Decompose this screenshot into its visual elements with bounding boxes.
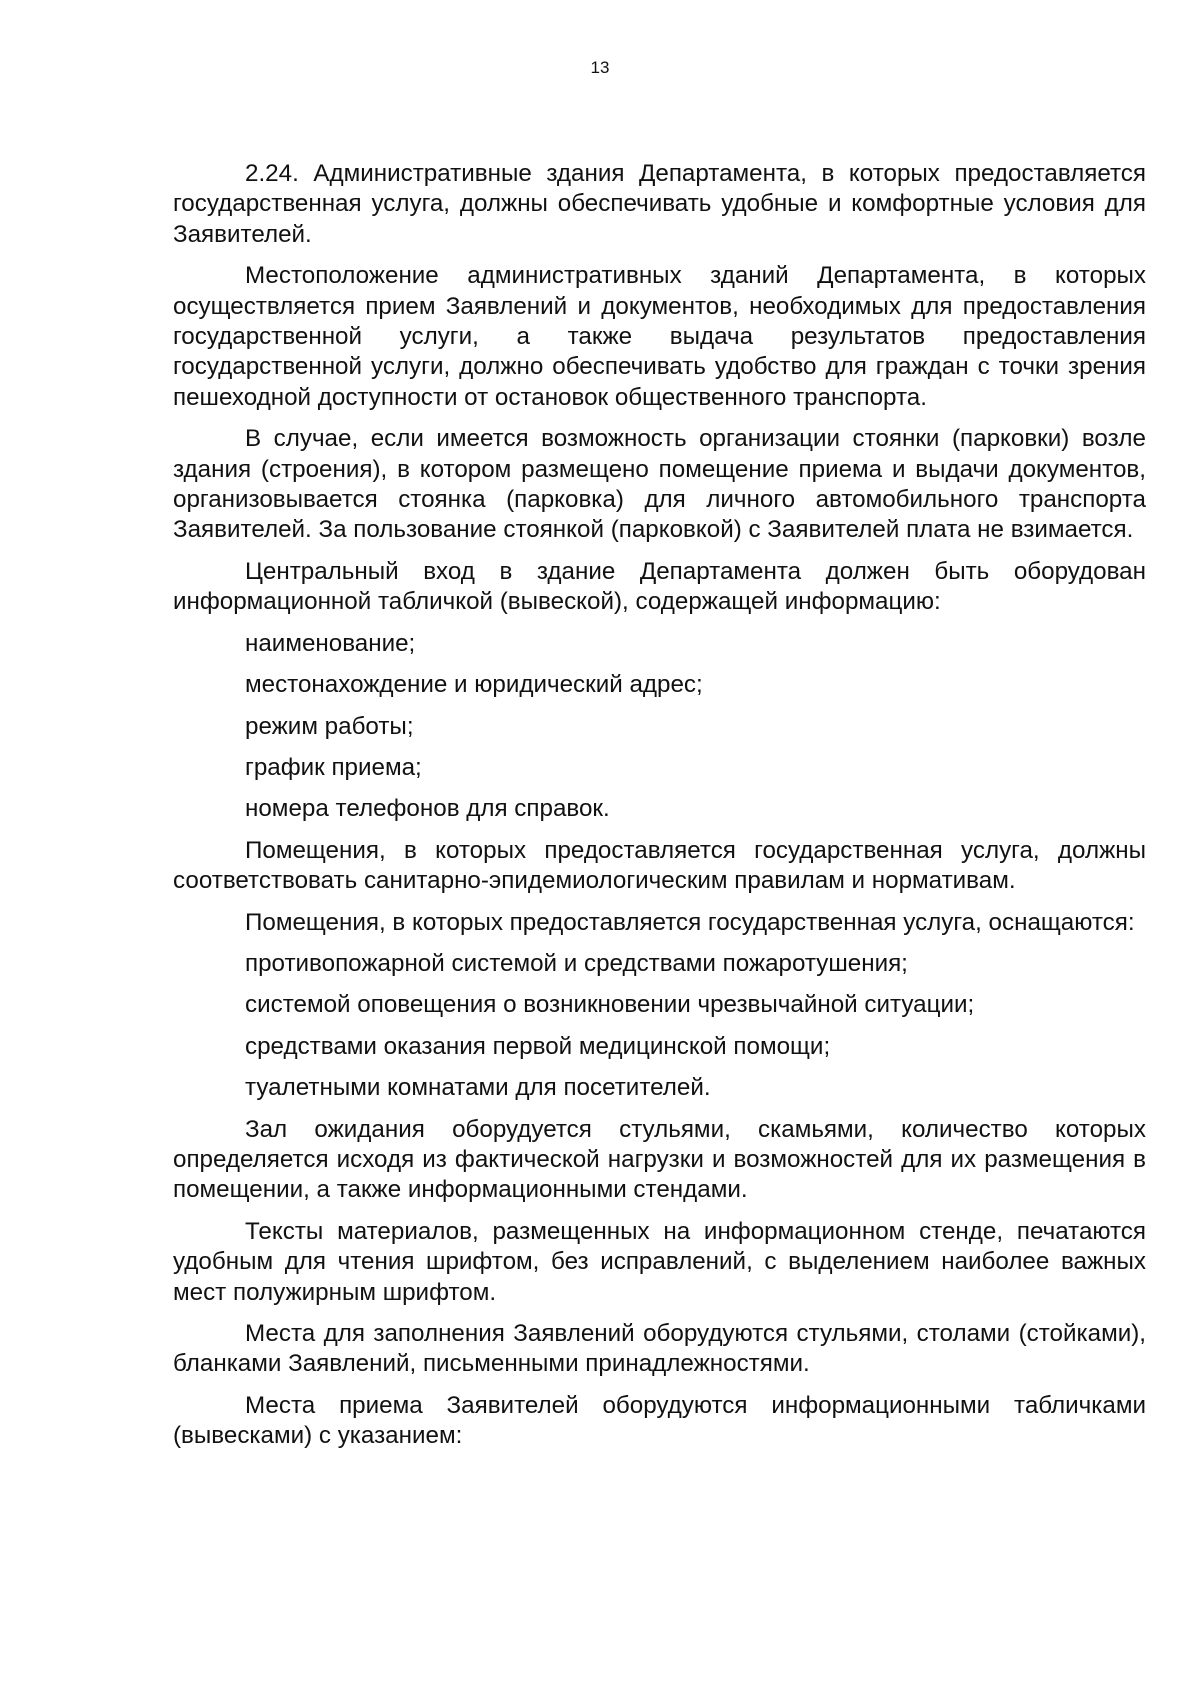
- paragraph: Места приема Заявителей оборудуются информационными табличками (вывесками) с указанием:: [173, 1391, 1146, 1450]
- paragraph: Зал ожидания оборудуется стульями, скамьями, количество которых определяется исходя из фактической нагрузки и возможностей для их размещения в помещении, а также информационными стендами.: [173, 1115, 1146, 1204]
- paragraph: Центральный вход в здание Департамента должен быть оборудован информационной табличкой (вывеской), содержащей информацию:: [173, 557, 1146, 616]
- paragraph: Помещения, в которых предоставляется государственная услуга, должны соответствовать санитарно-эпидемиологическим правилам и нормативам.: [173, 836, 1146, 895]
- list-item: системой оповещения о возникновении чрезвычайной ситуации;: [245, 991, 975, 1019]
- paragraph: В случае, если имеется возможность организации стоянки (парковки) возле здания (строения), в котором размещено помещение приема и выдачи документов, организовывается стоянка (парковка) для личного автомобильного транспорта Заявителей. За пользование стоянкой (парковкой) с Заявителей плата не взимается.: [173, 425, 1146, 544]
- list-item: график приема;: [245, 753, 422, 781]
- page-number: 13: [590, 58, 610, 77]
- paragraph: Местоположение административных зданий Департамента, в которых осуществляется прием Заявлений и документов, необходимых для предоставления государственной услуги, а также выдача результатов предоставления государственной услуги, должно обеспечивать удобство для граждан с точки зрения пешеходной доступности от остановок общественного транспорта.: [173, 262, 1146, 411]
- list-item: средствами оказания первой медицинской помощи;: [245, 1032, 831, 1060]
- list-item: туалетными комнатами для посетителей.: [245, 1074, 711, 1102]
- paragraph: Помещения, в которых предоставляется государственная услуга, оснащаются:: [245, 908, 1135, 936]
- list-item: номера телефонов для справок.: [245, 795, 610, 823]
- list-item: противопожарной системой и средствами пожаротушения;: [245, 949, 908, 977]
- paragraph: 2.24. Административные здания Департамента, в которых предоставляется государственная услуга, должны обеспечивать удобные и комфортные условия для Заявителей.: [173, 160, 1146, 248]
- list-item: режим работы;: [245, 712, 414, 740]
- list-item: местонахождение и юридический адрес;: [245, 671, 703, 699]
- paragraph: Тексты материалов, размещенных на информационном стенде, печатаются удобным для чтения шрифтом, без исправлений, с выделением наиболее важных мест полужирным шрифтом.: [173, 1217, 1146, 1306]
- list-item: наименование;: [245, 629, 416, 657]
- paragraph: Места для заполнения Заявлений оборудуются стульями, столами (стойками), бланками Заявлений, письменными принадлежностями.: [173, 1320, 1146, 1378]
- page-content: [173, 159, 1146, 1463]
